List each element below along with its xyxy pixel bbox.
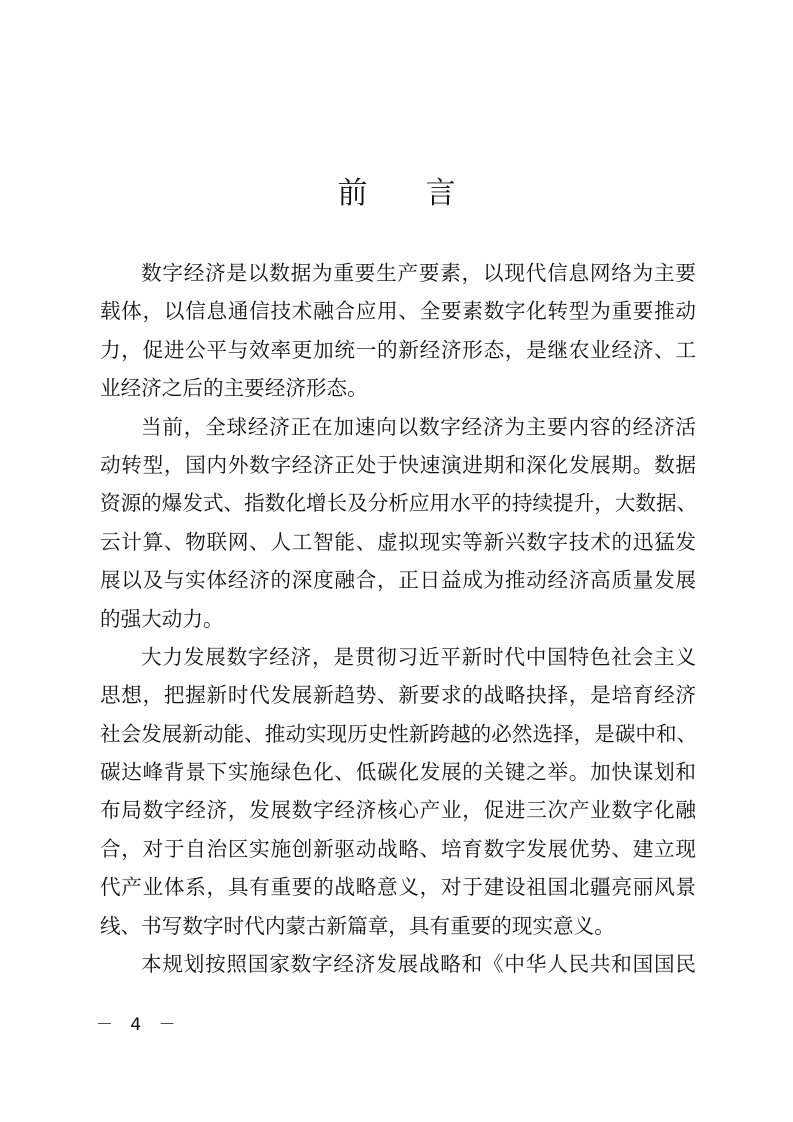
text-line: 数字经济是以数据为重要生产要素，以现代信息网络为主要: [141, 261, 696, 285]
text-line: 当前，全球经济正在加速向以数字经济为主要内容的经济活: [141, 414, 696, 439]
text-line: 社会发展新动能、推动实现历史性新跨越的必然选择，是碳中和、: [100, 721, 698, 746]
page-title: 前言: [337, 176, 514, 211]
text-line: 代产业体系，具有重要的战略意义，对于建设祖国北疆亮丽风景: [100, 875, 696, 900]
text-line: 碳达峰背景下实施绿色化、低碳化发展的关键之举。加快谋划和: [100, 760, 696, 785]
text-line: 动转型，国内外数字经济正处于快速演进期和深化发展期。数据: [100, 452, 696, 477]
text-line: 本规划按照国家数字经济发展战略和《中华人民共和国国民: [141, 952, 696, 977]
text-line: 合，对于自治区实施创新驱动战略、培育数字发展优势、建立现: [100, 836, 696, 861]
text-line: 展以及与实体经济的深度融合，正日益成为推动经济高质量发展: [100, 568, 696, 593]
text-line: 的强大动力。: [100, 606, 224, 631]
text-line: 力，促进公平与效率更加统一的新经济形态，是继农业经济、工: [100, 337, 696, 362]
text-line: 线、书写数字时代内蒙古新篇章，具有重要的现实意义。: [100, 913, 615, 938]
text-line: 业经济之后的主要经济形态。: [100, 376, 368, 401]
page-number: － 4 －: [96, 1015, 182, 1035]
text-line: 云计算、物联网、人工智能、虚拟现实等新兴数字技术的迅猛发: [100, 529, 696, 554]
text-line: 资源的爆发式、指数化增长及分析应用水平的持续提升，大数据、: [100, 491, 698, 516]
body-text: [100, 254, 696, 983]
text-line: 大力发展数字经济，是贯彻习近平新时代中国特色社会主义: [141, 644, 696, 669]
text-line: 思想，把握新时代发展新趋势、新要求的战略抉择，是培育经济: [100, 683, 696, 708]
text-line: 载体，以信息通信技术融合应用、全要素数字化转型为重要推动: [100, 299, 696, 324]
text-line: 布局数字经济，发展数字经济核心产业，促进三次产业数字化融: [100, 798, 696, 823]
